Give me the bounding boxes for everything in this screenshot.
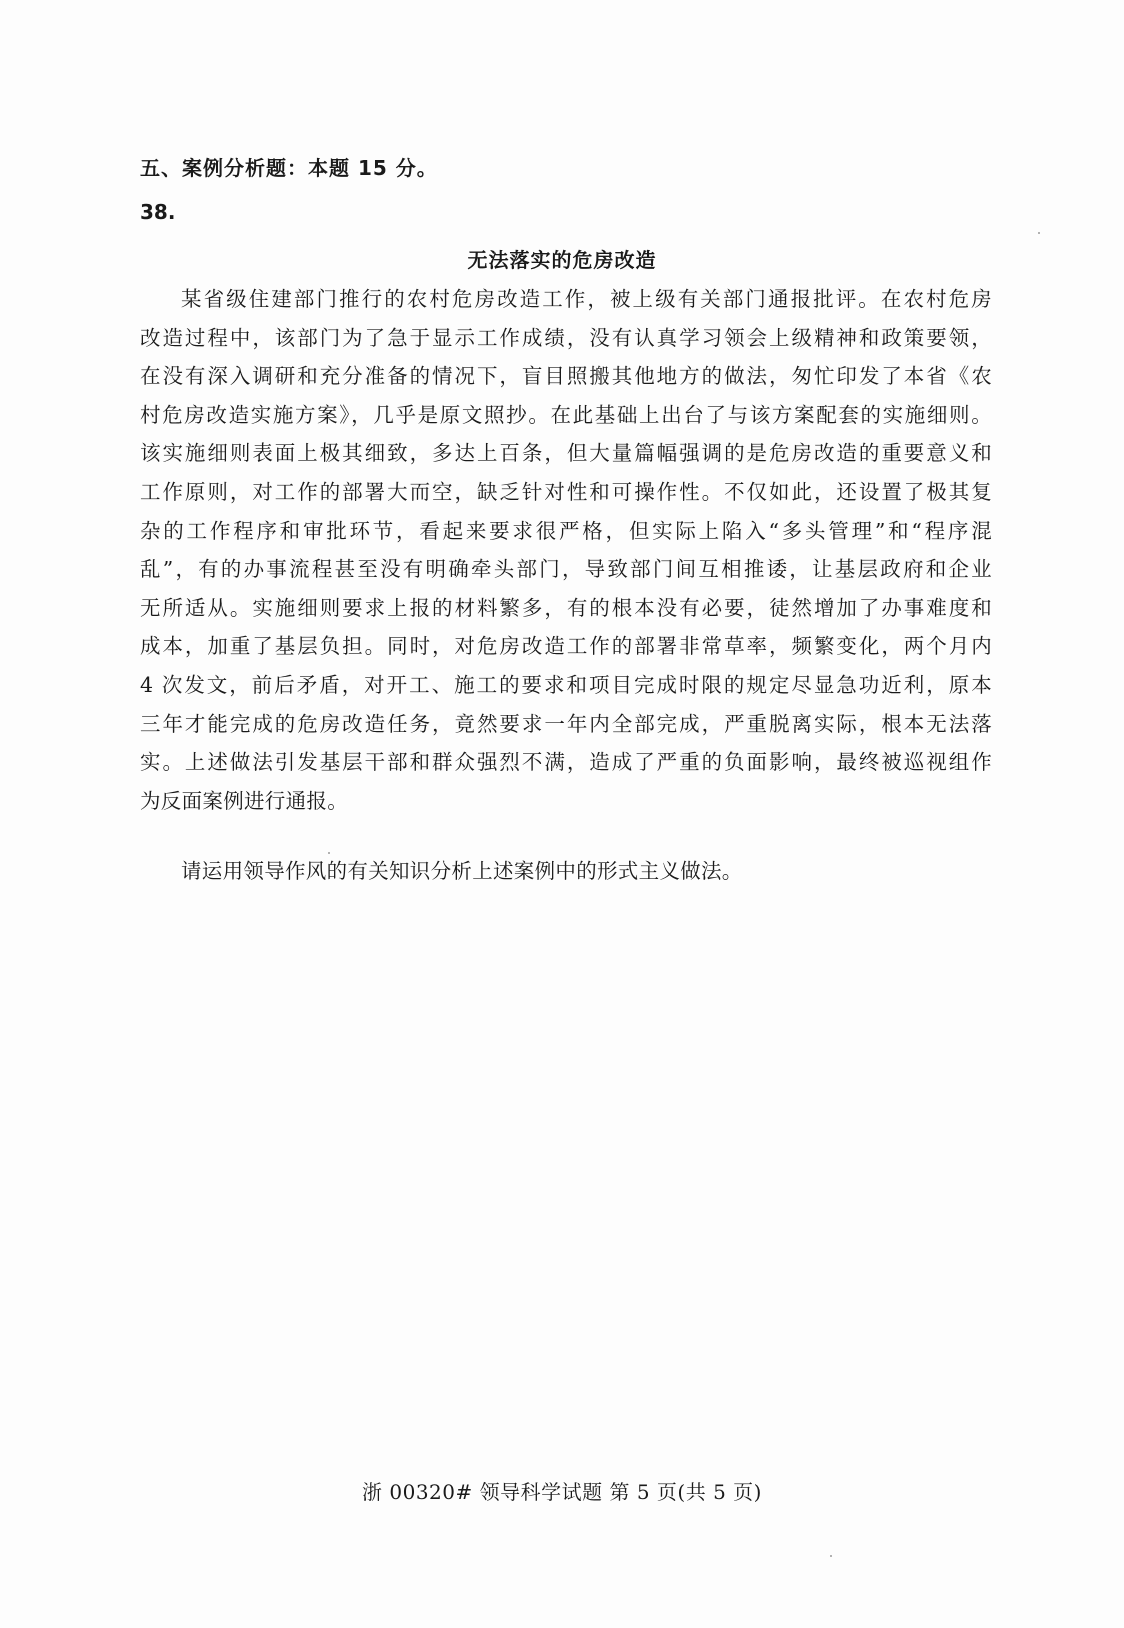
case-line: 改造过程中，该部门为了急于显示工作成绩，没有认真学习领会上级精神和政策要领， — [140, 325, 992, 350]
case-line: 村危房改造实施方案》，几乎是原文照抄。在此基础上出台了与该方案配套的实施细则。 — [140, 402, 992, 427]
case-line: 在没有深入调研和充分准备的情况下，盲目照搬其他地方的做法，匆忙印发了本省《农 — [140, 364, 992, 389]
question-prompt: 请运用领导作风的有关知识分析上述案例中的形式主义做法。 — [181, 859, 743, 883]
case-line: 该实施细则表面上极其细致，多达上百条，但大量篇幅强调的是危房改造的重要意义和 — [140, 441, 992, 466]
page-footer: 浙 00320# 领导科学试题 第 5 页(共 5 页) — [362, 1480, 762, 1504]
case-line: 4 次发文，前后矛盾，对开工、施工的要求和项目完成时限的规定尽显急功近利，原本 — [140, 672, 992, 697]
scan-speck — [1038, 232, 1040, 234]
case-line: 为反面案例进行通报。 — [140, 788, 348, 813]
case-title: 无法落实的危房改造 — [467, 248, 657, 272]
case-line: 某省级住建部门推行的农村危房改造工作，被上级有关部门通报批评。在农村危房 — [181, 287, 992, 311]
question-number: 38. — [140, 200, 176, 224]
scan-speck — [328, 852, 330, 854]
case-line: 实。上述做法引发基层干部和群众强烈不满，造成了严重的负面影响，最终被巡视组作 — [140, 750, 992, 775]
case-line: 成本，加重了基层负担。同时，对危房改造工作的部署非常草率，频繁变化，两个月内 — [140, 634, 992, 659]
case-body — [140, 280, 992, 820]
section-heading: 五、案例分析题：本题 15 分。 — [140, 156, 438, 180]
case-line: 杂的工作程序和审批环节，看起来要求很严格，但实际上陷入“多头管理”和“程序混 — [140, 518, 992, 543]
scan-speck — [830, 1555, 832, 1557]
case-line: 工作原则，对工作的部署大而空，缺乏针对性和可操作性。不仅如此，还设置了极其复 — [140, 479, 992, 504]
case-line: 乱”，有的办事流程甚至没有明确牵头部门，导致部门间互相推诿，让基层政府和企业 — [140, 557, 992, 582]
case-line: 无所适从。实施细则要求上报的材料繁多，有的根本没有必要，徒然增加了办事难度和 — [140, 595, 992, 620]
case-line: 三年才能完成的危房改造任务，竟然要求一年内全部完成，严重脱离实际，根本无法落 — [140, 711, 992, 736]
